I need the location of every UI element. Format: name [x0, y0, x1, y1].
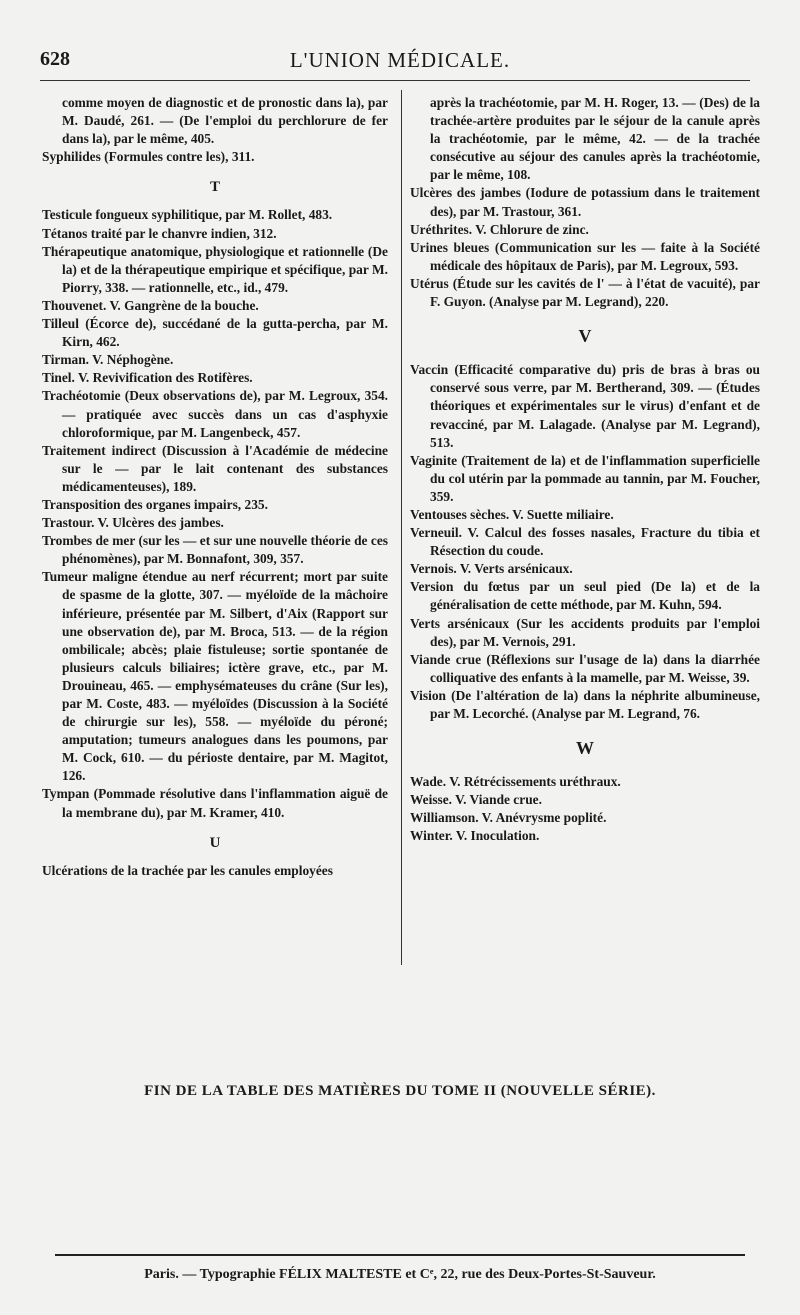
header-rule: [40, 80, 750, 81]
index-entry: Verneuil. V. Calcul des fosses nasales, Fracture du tibia et Résection du coude.: [410, 525, 760, 559]
index-entry: Tétanos traité par le chanvre indien, 312.: [42, 225, 277, 241]
index-entry: Urines bleues (Communication sur les — faite à la Société médicale des hôpitaux de Paris), par M. Legroux, 593.: [410, 239, 760, 273]
footer-rule: [55, 1254, 745, 1256]
column-divider: [401, 90, 402, 965]
index-entry: Ulcérations de la trachée par les canules employées: [42, 862, 333, 878]
index-entry: Thérapeutique anatomique, physiologique et rationnelle (De la) et de la thérapeutique empirique et spécifique, par M. Piorry, 338. — rationnelle, etc., id., 479.: [42, 243, 388, 295]
running-title: L'UNION MÉDICALE.: [289, 48, 511, 72]
index-entry: Testicule fongueux syphilitique, par M. Rollet, 483.: [42, 207, 333, 223]
page-number: 628: [40, 48, 70, 70]
index-entry: Williamson. V. Anévrysme poplité.: [410, 810, 607, 826]
section-letter-w: W: [576, 738, 594, 759]
index-entry: Transposition des organes impairs, 235.: [42, 496, 268, 512]
right-column: [410, 94, 760, 846]
index-entry: Vision (De l'altération de la) dans la néphrite albumineuse, par M. Lecorché. (Analyse par M. Legrand, 76.: [410, 687, 760, 721]
index-entry: Tumeur maligne étendue au nerf récurrent; mort par suite de spasme de la glotte, 307. — myéloïde de la mâchoire inférieure, présentée par M. Silbert, d'Aix (Rapport sur une observation de), par M. Broca, 513. — de la région ombilicale; abcès; plaie fistuleuse; sortie spontanée de plusieurs calculs biliaires; ictère grave, etc., par M. Drouineau, 465. — emphysémateuses du crâne (Sur les), par M. Coste, 483. — myéloïdes (Discussion à la Société de chirurgie sur les), 558. — myéloïde du péroné; amputation; tumeurs analogues dans les poumons, par M. Cock, 610. — du périoste dentaire, par M. Magitot, 126.: [42, 569, 388, 784]
index-entry: Ventouses sèches. V. Suette miliaire.: [410, 506, 614, 522]
section-letter-t: T: [209, 179, 220, 196]
section-letter-u: U: [209, 834, 221, 851]
index-entry: Trachéotomie (Deux observations de), par M. Legroux, 354. — pratiquée avec succès dans un cas d'asphyxie chloroformique, par M. Langenbeck, 457.: [42, 388, 388, 440]
index-entry: Utérus (Étude sur les cavités de l' — à l'état de vacuité), par F. Guyon. (Analyse par M. Legrand), 220.: [410, 275, 760, 310]
index-entry: Tirman. V. Néphogène.: [42, 352, 174, 368]
section-letter-v: V: [578, 326, 592, 347]
index-entry: Syphilides (Formules contre les), 311.: [42, 149, 255, 165]
index-entry: Traitement indirect (Discussion à l'Académie de médecine sur le — par le lait contenant des substances médicamenteuses), 189.: [42, 442, 388, 494]
index-entry: Tilleul (Écorce de), succédané de la gutta-percha, par M. Kirn, 462.: [42, 316, 388, 350]
index-entry: Uréthrites. V. Chlorure de zinc.: [410, 221, 589, 237]
index-entry: Weisse. V. Viande crue.: [410, 792, 542, 808]
index-entry: Tinel. V. Revivification des Rotifères.: [42, 370, 253, 386]
index-entry: Wade. V. Rétrécissements uréthraux.: [410, 774, 621, 790]
index-entry: Thouvenet. V. Gangrène de la bouche.: [42, 297, 259, 313]
printer-imprint: Paris. — Typographie FÉLIX MALTESTE et Cᵉ, 22, rue des Deux-Portes-St-Sauveur.: [144, 1267, 656, 1282]
left-column: [42, 94, 388, 880]
index-entry: Version du fœtus par un seul pied (De la) et de la généralisation de cette méthode, par M. Kuhn, 594.: [410, 579, 760, 613]
index-entry: Trastour. V. Ulcères des jambes.: [42, 515, 224, 531]
index-entry: Tympan (Pommade résolutive dans l'inflammation aiguë de la membrane du), par M. Kramer, 410.: [42, 786, 388, 820]
index-entry: comme moyen de diagnostic et de pronostic dans la), par M. Daudé, 261. — (De l'emploi du perchlorure de fer dans la), par le même, 405.: [62, 95, 388, 147]
index-entry: Vaccin (Efficacité comparative du) pris de bras à bras ou conservé sous verre, par M. Bertherand, 309. — (Études théoriques et expérimentales sur le virus) d'enfant et de revacciné, par M. Lalagade. (Analyse par M. Legrand), 513.: [410, 362, 760, 450]
index-entry: Trombes de mer (sur les — et sur une nouvelle théorie de ces phénomènes), par M. Bonnafont, 309, 357.: [42, 533, 388, 567]
index-entry: Vaginite (Traitement de la) et de l'inflammation superficielle du col utérin par la pommade au tannin, par M. Foucher, 359.: [410, 452, 760, 504]
index-entry: Winter. V. Inoculation.: [410, 828, 540, 844]
end-of-index-note: FIN DE LA TABLE DES MATIÈRES DU TOME II (NOUVELLE SÉRIE).: [144, 1083, 656, 1099]
index-entry: après la trachéotomie, par M. H. Roger, 13. — (Des) de la trachée-artère produites par le séjour de la canule après la trachéotomie, par le même, 42. — de la trachée consécutive au séjour des canules après la trachéotomie, par le même, 108.: [430, 95, 760, 183]
index-entry: Ulcères des jambes (Iodure de potassium dans le traitement des), par M. Trastour, 361.: [410, 185, 760, 219]
index-entry: Verts arsénicaux (Sur les accidents produits par l'emploi des), par M. Vernois, 291.: [410, 615, 760, 649]
index-entry: Vernois. V. Verts arsénicaux.: [410, 561, 573, 577]
index-entry: Viande crue (Réflexions sur l'usage de la) dans la diarrhée colliquative des enfants à la mamelle, par M. Weisse, 39.: [410, 651, 760, 685]
page-header: [40, 44, 760, 76]
